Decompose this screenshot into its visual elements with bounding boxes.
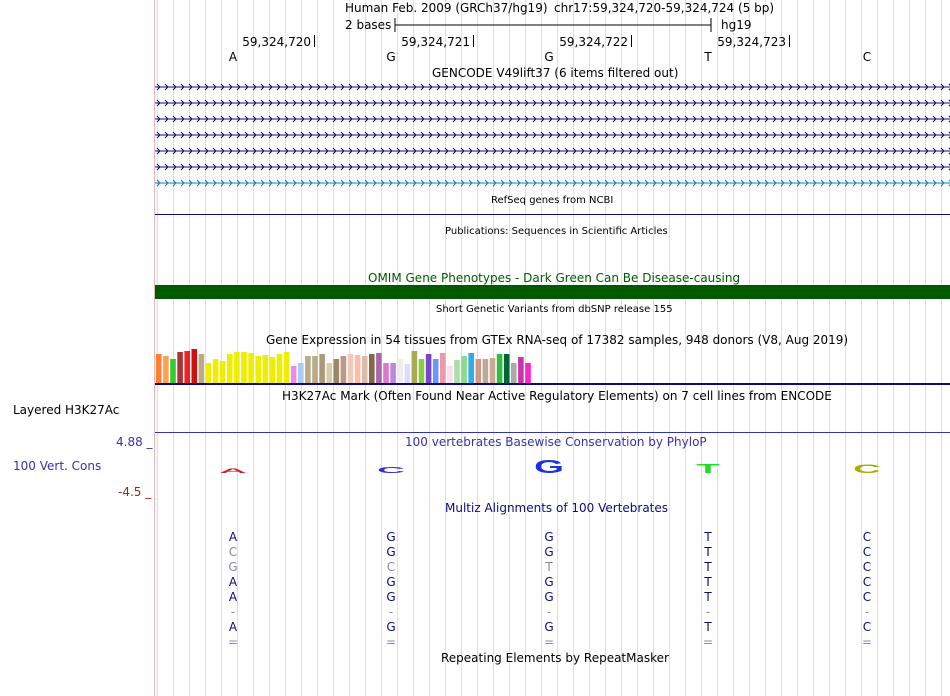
coordinate-tick bbox=[314, 35, 315, 47]
gtex-tissue-bar bbox=[291, 366, 297, 383]
aligned-base: G bbox=[228, 560, 238, 574]
refseq-line bbox=[155, 214, 950, 215]
gtex-tissue-bar bbox=[177, 352, 183, 383]
aligned-base: - bbox=[864, 605, 870, 619]
h3k27ac-baseline bbox=[155, 432, 950, 433]
aligned-base: = bbox=[227, 635, 239, 649]
aligned-base: = bbox=[385, 635, 397, 649]
gtex-tissue-bar bbox=[270, 357, 276, 383]
gtex-tissue-bar bbox=[227, 354, 233, 383]
reference-base: G bbox=[386, 50, 396, 64]
gencode-tracks[interactable] bbox=[155, 80, 950, 192]
coordinate-label: 59,324,723 bbox=[717, 35, 786, 49]
aligned-base: T bbox=[704, 530, 712, 544]
gtex-tissue-bar bbox=[241, 352, 247, 383]
publications-title: Publications: Sequences in Scientific Articles bbox=[445, 226, 668, 237]
aligned-base: T bbox=[704, 590, 712, 604]
gtex-tissue-bar bbox=[312, 356, 318, 383]
gencode-title: GENCODE V49lift37 (6 items filtered out) bbox=[432, 66, 679, 80]
phylop-logo-letter: A bbox=[219, 466, 247, 475]
gtex-tissue-bar bbox=[504, 354, 510, 383]
repeatmasker-title: Repeating Elements by RepeatMasker bbox=[441, 651, 669, 665]
phylop-min-label: -4.5 _ bbox=[118, 485, 152, 499]
coordinate-tick bbox=[631, 35, 632, 47]
aligned-base: G bbox=[544, 620, 554, 634]
omim-title: OMIM Gene Phenotypes - Dark Green Can Be Disease-causing bbox=[368, 271, 741, 285]
gtex-tissue-bar bbox=[277, 354, 283, 383]
gtex-tissue-bar bbox=[468, 353, 474, 383]
gtex-tissue-bar bbox=[518, 357, 524, 383]
gtex-tissue-bar bbox=[511, 363, 517, 383]
phylop-logo[interactable] bbox=[155, 455, 950, 480]
gtex-tissue-bar bbox=[298, 363, 304, 383]
phylop-logo-letter: G bbox=[534, 456, 564, 478]
aligned-base: A bbox=[228, 620, 238, 634]
aligned-base: G bbox=[386, 620, 396, 634]
scale-text: 2 bases bbox=[345, 18, 392, 32]
refseq-title: RefSeq genes from NCBI bbox=[491, 195, 614, 206]
gtex-tissue-bar bbox=[341, 356, 347, 383]
assembly-text: Human Feb. 2009 (GRCh37/hg19) bbox=[345, 1, 548, 15]
aligned-base: C bbox=[862, 590, 872, 604]
phylop-logo-letter: T bbox=[696, 461, 720, 477]
reference-base: T bbox=[704, 50, 712, 64]
gtex-tissue-bar bbox=[248, 353, 254, 383]
aligned-base: A bbox=[228, 590, 238, 604]
aligned-base: T bbox=[704, 545, 712, 559]
gtex-tissue-bar bbox=[334, 359, 340, 383]
aligned-base: C bbox=[228, 545, 238, 559]
gtex-tissue-bar bbox=[397, 359, 403, 383]
phylop-title: 100 vertebrates Basewise Conservation by PhyloP bbox=[405, 435, 707, 449]
gtex-tissue-bar bbox=[163, 356, 169, 383]
gtex-tissue-bar bbox=[213, 359, 219, 383]
gtex-tissue-bar bbox=[199, 354, 205, 383]
gtex-tissue-bar bbox=[355, 355, 361, 383]
coordinate-label: 59,324,721 bbox=[401, 35, 470, 49]
gtex-tissue-bar bbox=[362, 356, 368, 383]
h3k27ac-label[interactable]: Layered H3K27Ac bbox=[13, 403, 120, 417]
gtex-tissue-bar bbox=[419, 359, 425, 383]
position-text: chr17:59,324,720-59,324,724 (5 bp) bbox=[554, 1, 775, 15]
gtex-tissue-bar bbox=[483, 359, 489, 383]
phylop-label[interactable]: 100 Vert. Cons bbox=[13, 459, 102, 473]
aligned-base: T bbox=[704, 620, 712, 634]
gtex-tissue-bar bbox=[348, 354, 354, 383]
aligned-base: G bbox=[386, 545, 396, 559]
gtex-tissue-bar bbox=[369, 354, 375, 383]
gtex-tissue-bar bbox=[461, 356, 467, 383]
coordinate-label: 59,324,722 bbox=[559, 35, 628, 49]
aligned-base: = bbox=[861, 635, 873, 649]
gtex-title: Gene Expression in 54 tissues from GTEx RNA-seq of 17382 samples, 948 donors (V8, Aug 2019) bbox=[266, 333, 849, 347]
aligned-base: C bbox=[862, 575, 872, 589]
reference-base: A bbox=[228, 50, 238, 64]
gtex-tissue-bar bbox=[156, 354, 162, 383]
gtex-tissue-bar bbox=[447, 366, 453, 383]
aligned-base: C bbox=[862, 545, 872, 559]
aligned-base: A bbox=[228, 530, 238, 544]
gtex-tissue-bar bbox=[405, 364, 411, 383]
gtex-tissue-bar bbox=[426, 354, 432, 383]
gtex-tissue-bar bbox=[326, 363, 332, 383]
aligned-base: C bbox=[862, 530, 872, 544]
dbsnp-title: Short Genetic Variants from dbSNP release 155 bbox=[436, 304, 673, 315]
h3k27ac-title: H3K27Ac Mark (Often Found Near Active Regulatory Elements) on 7 cell lines from ENCODE bbox=[282, 389, 832, 403]
gtex-tissue-bar bbox=[383, 363, 389, 383]
gtex-tissue-bar bbox=[525, 363, 531, 383]
gtex-tissue-bar bbox=[376, 353, 382, 383]
gtex-tissue-bar bbox=[255, 356, 261, 383]
gtex-tissue-bar bbox=[433, 359, 439, 383]
gtex-bars[interactable] bbox=[155, 346, 950, 386]
aligned-base: T bbox=[704, 575, 712, 589]
aligned-base: G bbox=[544, 530, 554, 544]
aligned-base: G bbox=[544, 545, 554, 559]
gtex-tissue-bar bbox=[263, 355, 269, 383]
coordinate-tick bbox=[789, 35, 790, 47]
multiz-title: Multiz Alignments of 100 Vertebrates bbox=[445, 501, 669, 515]
gtex-tissue-bar bbox=[234, 352, 240, 383]
aligned-base: - bbox=[546, 605, 552, 619]
gtex-tissue-bar bbox=[284, 352, 290, 383]
gtex-tissue-bar bbox=[170, 359, 176, 383]
aligned-base: T bbox=[545, 560, 553, 574]
aligned-base: C bbox=[862, 560, 872, 574]
gtex-tissue-bar bbox=[412, 351, 418, 383]
db-text: hg19 bbox=[721, 18, 752, 32]
aligned-base: G bbox=[544, 590, 554, 604]
aligned-base: G bbox=[544, 575, 554, 589]
gtex-tissue-bar bbox=[476, 359, 482, 383]
aligned-base: = bbox=[543, 635, 555, 649]
gtex-tissue-bar bbox=[454, 360, 460, 383]
aligned-base: G bbox=[386, 530, 396, 544]
aligned-base: G bbox=[386, 575, 396, 589]
aligned-base: C bbox=[862, 620, 872, 634]
phylop-max-label: 4.88 _ bbox=[116, 435, 153, 449]
aligned-base: C bbox=[386, 560, 396, 574]
aligned-base: A bbox=[228, 575, 238, 589]
reference-base: C bbox=[862, 50, 872, 64]
aligned-base: = bbox=[702, 635, 714, 649]
gtex-tissue-bar bbox=[184, 351, 190, 383]
scale-bar bbox=[390, 16, 720, 34]
gtex-tissue-bar bbox=[440, 353, 446, 383]
gtex-tissue-bar bbox=[319, 354, 325, 383]
aligned-base: - bbox=[705, 605, 711, 619]
aligned-base: T bbox=[704, 560, 712, 574]
aligned-base: - bbox=[230, 605, 236, 619]
aligned-base: G bbox=[386, 590, 396, 604]
coordinate-tick bbox=[473, 35, 474, 47]
gtex-tissue-bar bbox=[220, 361, 226, 383]
phylop-logo-letter: C bbox=[377, 465, 405, 475]
aligned-base: - bbox=[388, 605, 394, 619]
omim-bar[interactable] bbox=[155, 285, 950, 299]
gtex-tissue-bar bbox=[490, 358, 496, 383]
phylop-logo-letter: C bbox=[853, 462, 881, 477]
reference-base: G bbox=[544, 50, 554, 64]
gtex-tissue-bar bbox=[192, 349, 198, 383]
gtex-tissue-bar bbox=[497, 354, 503, 383]
gtex-tissue-bar bbox=[206, 363, 212, 383]
coordinate-label: 59,324,720 bbox=[242, 35, 311, 49]
gtex-tissue-bar bbox=[305, 356, 311, 383]
gtex-tissue-bar bbox=[390, 363, 396, 383]
track-label-column bbox=[0, 0, 153, 696]
